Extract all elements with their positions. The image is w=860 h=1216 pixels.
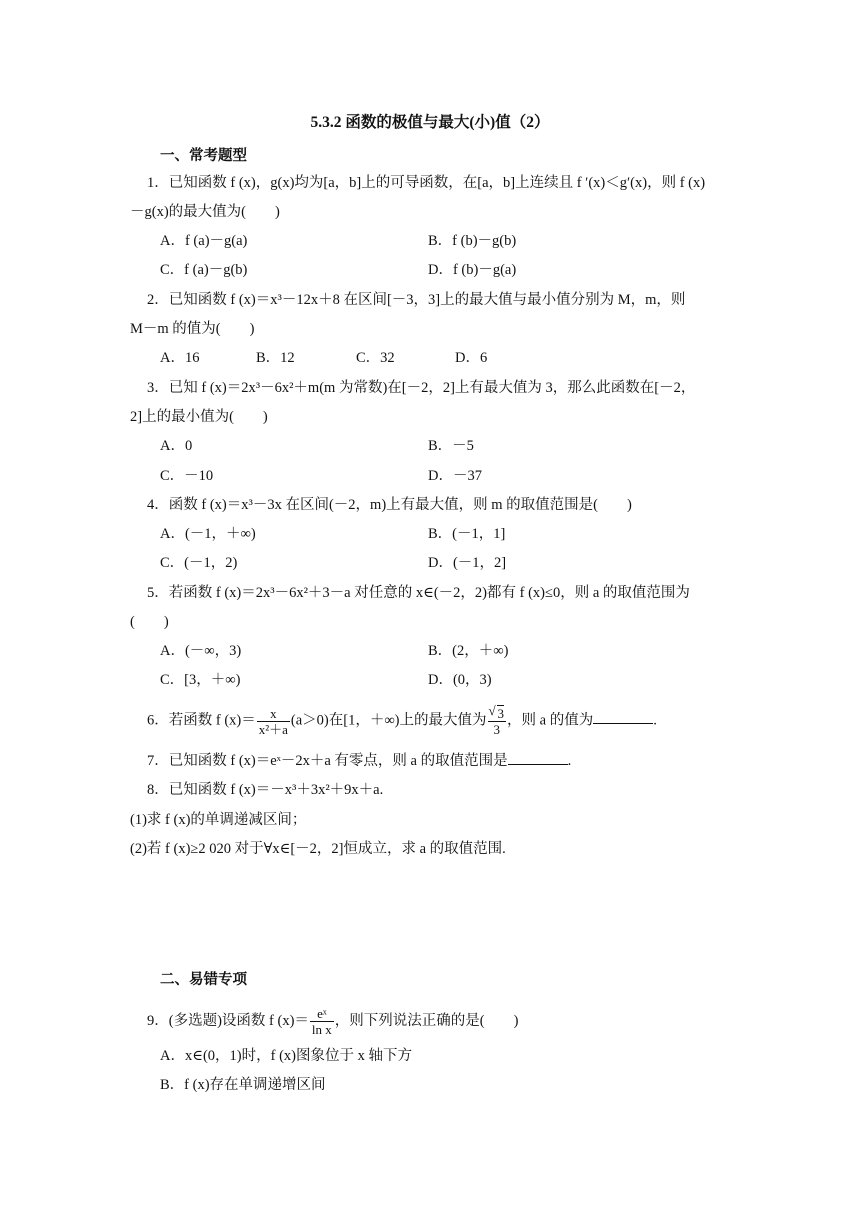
- q3-option-c: C．－10: [160, 468, 214, 484]
- q1-option-a: A．f (a)－g(a): [160, 233, 248, 249]
- q8-part2: (2)若 f (x)≥2 020 对于∀x∈[－2，2]恒成立，求 a 的取值范围.: [130, 841, 506, 857]
- q2-option-c: C．32: [356, 350, 395, 366]
- q3-option-a: A．0: [160, 438, 193, 454]
- q9-stem: [147, 1006, 518, 1037]
- q1-option-d: D．f (b)－g(a): [428, 262, 517, 278]
- q2-stem-line2: M－m 的值为( ): [130, 321, 255, 337]
- q3-option-d: D．－37: [428, 468, 482, 484]
- q4-option-a: A．(－1，＋∞): [160, 526, 256, 542]
- q4-stem: 4．函数 f (x)＝x³－3x 在区间(－2，m)上有最大值，则 m 的取值范围是( ): [147, 497, 632, 513]
- q9-fraction-numerator: eˣ: [310, 1006, 334, 1022]
- q8-stem: 8．已知函数 f (x)＝－x³＋3x²＋9x＋a.: [147, 782, 384, 798]
- q7-text-end: .: [567, 753, 572, 769]
- q5-option-c: C．[3，＋∞): [160, 672, 241, 688]
- q3-stem-line1: 3．已知 f (x)＝2x³－6x²＋m(m 为常数)在[－2，2]上有最大值为 3，那么此函数在[－2，: [147, 380, 696, 396]
- q4-option-c: C．(－1，2): [160, 555, 238, 571]
- q2-option-b: B．12: [256, 350, 295, 366]
- q9-text-pre: 9．(多选题)设函数 f (x)＝: [147, 1012, 309, 1029]
- q7-answer-blank[interactable]: [508, 750, 568, 765]
- q6-fraction: [257, 706, 290, 737]
- q7-stem: [147, 750, 571, 772]
- q5-option-d: D．(0，3): [428, 672, 492, 688]
- q6-text-pre: 6．若函数 f (x)＝: [147, 712, 256, 729]
- q3-stem-line2: 2]上的最小值为( ): [130, 409, 268, 425]
- q5-option-b: B．(2，＋∞): [428, 643, 509, 659]
- q2-stem-line1: 2．已知函数 f (x)＝x³－12x＋8 在区间[－3，3]上的最大值与最小值分别为 M，m，则: [147, 292, 686, 308]
- q6-root-fraction: [488, 705, 507, 737]
- q2-option-a: A．16: [160, 350, 200, 366]
- q6-answer-blank[interactable]: [593, 709, 653, 724]
- q9-text-post: ，则下列说法正确的是( ): [334, 1012, 519, 1029]
- q6-fraction-numerator: x: [257, 706, 290, 722]
- q7-text-pre: 7．已知函数 f (x)＝eˣ－2x＋a 有零点，则 a 的取值范围是: [147, 753, 508, 769]
- q6-fraction-denominator: x²＋a: [258, 721, 288, 737]
- page-title: 5.3.2 函数的极值与最大(小)值（2）: [310, 114, 550, 131]
- q1-stem-line1: 1．已知函数 f (x)，g(x)均为[a，b]上的可导函数，在[a，b]上连续且 f ′(x)＜g′(x)，则 f (x): [147, 175, 706, 191]
- q9-fraction-denominator: ln x: [311, 1022, 332, 1037]
- q1-option-c: C．f (a)－g(b): [160, 262, 248, 278]
- q9-fraction: [310, 1006, 334, 1037]
- q3-option-b: B．－5: [428, 438, 474, 454]
- q6-text-post: ，则 a 的值为: [507, 712, 594, 729]
- q6-root-denominator: 3: [493, 722, 501, 737]
- q1-option-b: B．f (b)－g(b): [428, 233, 517, 249]
- q9-option-a: A．x∈(0，1)时，f (x)图象位于 x 轴下方: [160, 1048, 412, 1064]
- q9-option-b: B．f (x)存在单调递增区间: [160, 1077, 326, 1093]
- q1-stem-line2: －g(x)的最大值为( ): [130, 204, 280, 220]
- section-heading-common: 一、常考题型: [160, 148, 247, 164]
- q6-sqrt-numerator: √ 3: [497, 705, 505, 721]
- q2-option-d: D．6: [455, 350, 488, 366]
- q5-stem-line2: ( ): [130, 614, 169, 630]
- q4-option-d: D．(－1，2]: [428, 555, 507, 571]
- q5-stem-line1: 5．若函数 f (x)＝2x³－6x²＋3－a 对任意的 x∈(－2，2)都有 f (x)≤0，则 a 的取值范围为: [147, 585, 690, 601]
- q4-option-b: B．(－1，1]: [428, 526, 506, 542]
- q8-part1: (1)求 f (x)的单调递减区间；: [130, 812, 307, 828]
- q6-stem: [147, 705, 657, 737]
- q5-option-a: A．(－∞，3): [160, 643, 242, 659]
- section-heading-errors: 二、易错专项: [160, 972, 247, 988]
- q6-text-mid: (a＞0)在[1，＋∞)上的最大值为: [290, 712, 487, 729]
- q6-text-end: .: [653, 712, 657, 729]
